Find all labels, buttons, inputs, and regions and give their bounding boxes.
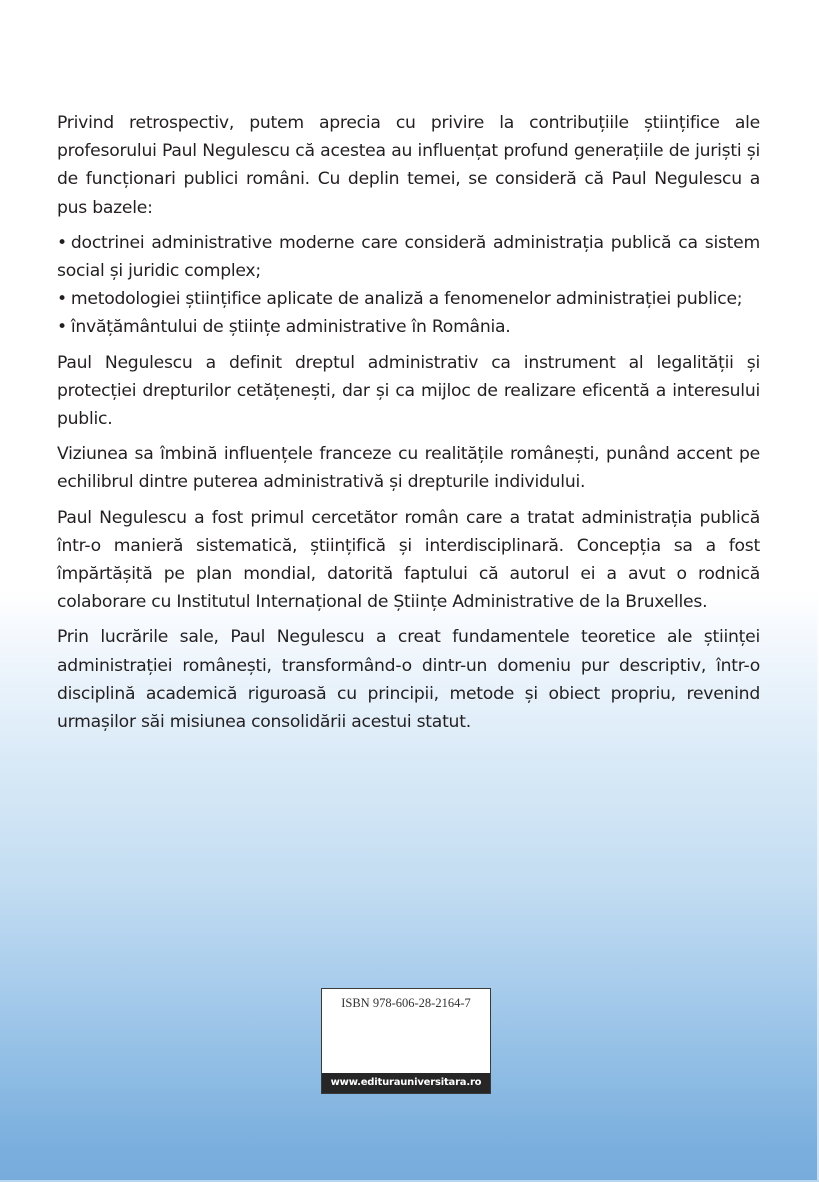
back-cover-text — [57, 109, 760, 743]
list-item — [57, 313, 760, 341]
bullet-icon: • — [57, 232, 67, 253]
bullet-icon: • — [57, 317, 67, 338]
foundations-list — [57, 229, 760, 342]
isbn-barcode-box — [321, 988, 491, 1094]
paragraph-administrative-law: Paul Negulescu a definit dreptul administrativ ca instrument al legalității și protecției drepturilor cetățenești, dar și ca mijloc de realizare eficentă a interesului public. — [57, 352, 760, 430]
paragraph-intro: Privind retrospectiv, putem aprecia cu privire la contribuțiile științifice ale profesorului Paul Negulescu că acestea au influențat profund generațiile de juriști și de funcționari publici români. Cu deplin temei, se consideră că Paul Negulescu a pus bazele: — [57, 113, 760, 218]
list-item-text: metodologiei științifice aplicate de analiză a fenomenelor administrației publice; — [70, 289, 743, 310]
paragraph-first-researcher: Paul Negulescu a fost primul cercetător român care a tratat administrația publică într-o manieră sistematică, științifică și interdisciplinară. Concepția sa a fost împărtășită pe plan mondial, datorită faptului că autorul ei a avut o rodnică colaborare cu Institutul Internațional de Științe Administrative de la Bruxelles. — [57, 507, 760, 613]
publisher-website: www.editurauniversitara.ro — [322, 1073, 490, 1093]
paragraph-vision: Viziunea sa îmbină influențele franceze cu realitățile românești, punând accent pe echilibrul dintre puterea administrativă și drepturile individului. — [57, 444, 760, 493]
list-item-text: doctrinei administrative moderne care consideră administrația publică ca sistem social și juridic complex; — [57, 232, 760, 282]
list-item-text: învățământului de științe administrative în România. — [70, 317, 511, 338]
isbn-number: ISBN 978-606-28-2164-7 — [341, 996, 471, 1010]
bullet-icon: • — [57, 289, 67, 310]
list-item — [57, 285, 760, 313]
paragraph-conclusion: Prin lucrările sale, Paul Negulescu a creat fundamentele teoretice ale științei administrației românești, transformând-o dintr-un domeniu pur descriptiv, într-o disciplină academică riguroasă cu principii, metode și obiect propriu, revenind urmașilor săi misiunea consolidării acestui statut. — [57, 627, 760, 733]
list-item — [57, 229, 760, 285]
